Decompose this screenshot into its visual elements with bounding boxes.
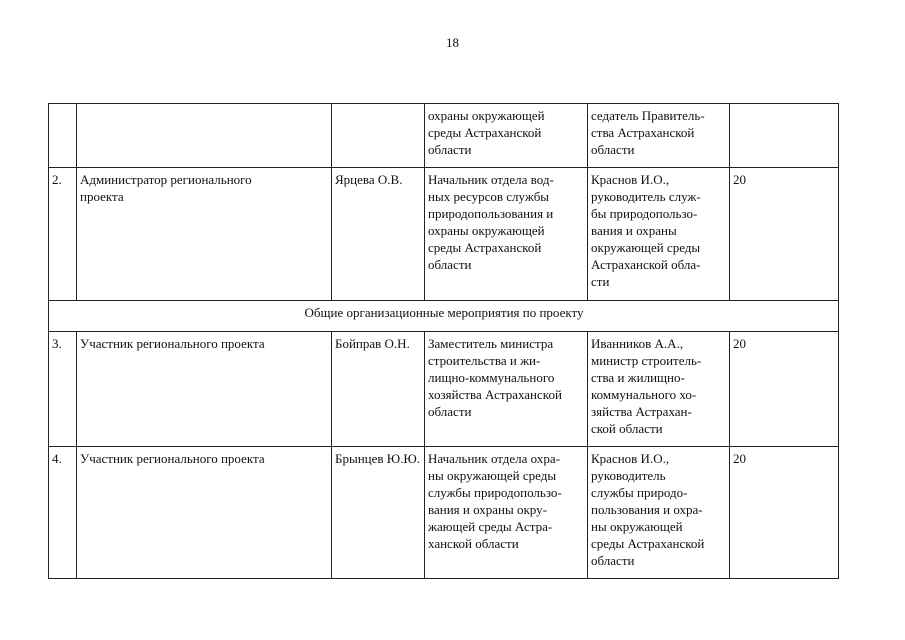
row-number-cell xyxy=(49,104,77,168)
supervisor-line: Астраханской обла- xyxy=(591,257,701,272)
supervisor-line: зяйства Астрахан- xyxy=(591,404,692,419)
role-cell: Участник регионального проекта xyxy=(77,332,332,447)
supervisor-line: руководитель xyxy=(591,468,666,483)
supervisor-cell xyxy=(588,168,730,301)
name-cell xyxy=(332,104,425,168)
percent-cell: 20 xyxy=(730,447,839,579)
supervisor-line: министр строитель- xyxy=(591,353,702,368)
position-line: области xyxy=(428,257,472,272)
name-cell: Брынцев Ю.Ю. xyxy=(332,447,425,579)
table-row xyxy=(49,168,839,301)
section-title: Общие организационные мероприятия по проекту xyxy=(49,301,839,332)
percent-cell: 20 xyxy=(730,332,839,447)
position-line: охраны окружающей xyxy=(428,223,545,238)
position-line: вания и охраны окру- xyxy=(428,502,547,517)
table-row xyxy=(49,104,839,168)
role-line: Администратор регионального xyxy=(80,172,252,187)
position-line: ных ресурсов службы xyxy=(428,189,550,204)
supervisor-line: службы природо- xyxy=(591,485,688,500)
role-line: проекта xyxy=(80,189,124,204)
position-cell xyxy=(425,447,588,579)
position-line: области xyxy=(428,404,472,419)
supervisor-cell xyxy=(588,104,730,168)
row-number-cell: 2. xyxy=(49,168,77,301)
position-line: природопользования и xyxy=(428,206,554,221)
position-cell xyxy=(425,104,588,168)
supervisor-line: бы природопользо- xyxy=(591,206,698,221)
supervisor-line: седатель Правитель- xyxy=(591,108,705,123)
row-number-cell: 3. xyxy=(49,332,77,447)
percent-cell xyxy=(730,104,839,168)
supervisor-line: Иванников А.А., xyxy=(591,336,684,351)
supervisor-line: ства Астраханской xyxy=(591,125,695,140)
position-cell xyxy=(425,168,588,301)
supervisor-line: пользования и охра- xyxy=(591,502,703,517)
name-cell: Бойправ О.Н. xyxy=(332,332,425,447)
section-row xyxy=(49,301,839,332)
position-line: Начальник отдела вод- xyxy=(428,172,554,187)
page-number: 18 xyxy=(446,35,459,50)
supervisor-line: ства и жилищно- xyxy=(591,370,685,385)
supervisor-line: ны окружающей xyxy=(591,519,683,534)
position-line: строительства и жи- xyxy=(428,353,541,368)
supervisor-line: ской области xyxy=(591,421,663,436)
name-cell: Ярцева О.В. xyxy=(332,168,425,301)
position-line: охраны окружающей xyxy=(428,108,545,123)
supervisor-cell xyxy=(588,447,730,579)
position-line: Начальник отдела охра- xyxy=(428,451,560,466)
position-line: ны окружающей среды xyxy=(428,468,557,483)
position-line: ханской области xyxy=(428,536,519,551)
position-line: среды Астраханской xyxy=(428,125,542,140)
supervisor-line: вания и охраны xyxy=(591,223,677,238)
table-row xyxy=(49,332,839,447)
percent-cell: 20 xyxy=(730,168,839,301)
participants-table xyxy=(48,103,839,579)
supervisor-line: Краснов И.О., xyxy=(591,451,670,466)
supervisor-line: области xyxy=(591,142,635,157)
position-line: лищно-коммунального xyxy=(428,370,555,385)
position-line: области xyxy=(428,142,472,157)
position-line: хозяйства Астраханской xyxy=(428,387,562,402)
supervisor-line: Краснов И.О., xyxy=(591,172,670,187)
position-line: жающей среды Астра- xyxy=(428,519,553,534)
supervisor-line: коммунального хо- xyxy=(591,387,697,402)
role-cell xyxy=(77,104,332,168)
supervisor-line: окружающей среды xyxy=(591,240,701,255)
table-row xyxy=(49,447,839,579)
supervisor-line: сти xyxy=(591,274,610,289)
row-number-cell: 4. xyxy=(49,447,77,579)
supervisor-cell xyxy=(588,332,730,447)
supervisor-line: руководитель служ- xyxy=(591,189,701,204)
position-cell xyxy=(425,332,588,447)
role-cell: Участник регионального проекта xyxy=(77,447,332,579)
position-line: среды Астраханской xyxy=(428,240,542,255)
position-line: Заместитель министра xyxy=(428,336,554,351)
supervisor-line: области xyxy=(591,553,635,568)
role-cell xyxy=(77,168,332,301)
supervisor-line: среды Астраханской xyxy=(591,536,705,551)
position-line: службы природопользо- xyxy=(428,485,562,500)
